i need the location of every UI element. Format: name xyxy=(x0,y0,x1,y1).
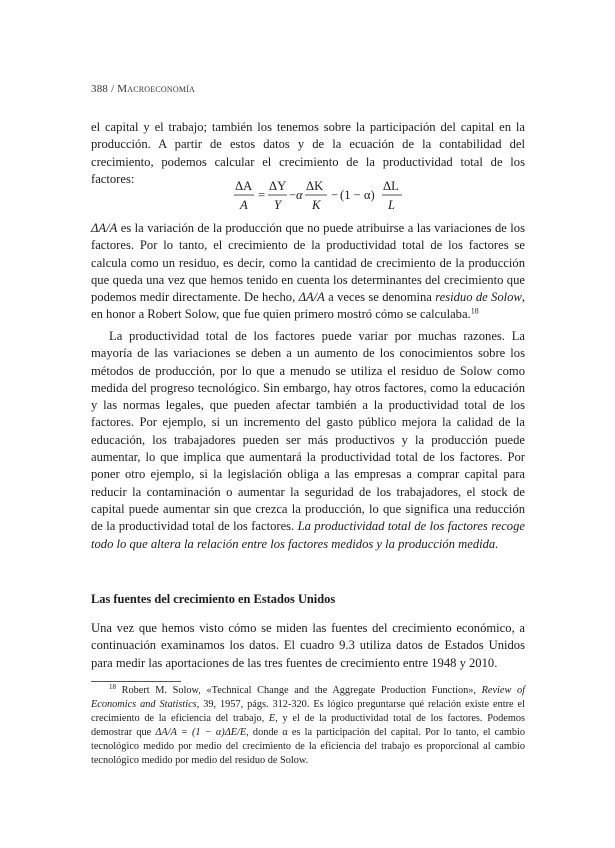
paragraph-2-text-3: , en honor a Robert Solow, que fue quien primero mostró cómo se calculaba. xyxy=(91,290,526,322)
eq-minus-1: − xyxy=(289,188,297,202)
eq-term3-denominator: L xyxy=(388,198,396,212)
eq-lhs-denominator: A xyxy=(240,198,248,212)
footnote-E-symbol: E xyxy=(268,713,276,725)
eq-equals: = xyxy=(258,188,266,202)
section-heading: Las fuentes del crecimiento en Estados Unidos xyxy=(91,592,336,606)
footnote-formula: ΔA/A = (1 − α)ΔE/E xyxy=(155,727,247,739)
paragraph-3-body: La productividad total de los factores puede variar por muchas razones. La mayoría de las variaciones se deben a un aumento de los conocimientos sobre los métodos de producción, por lo que a menudo se utiliza el residuo de Solow como medida del progreso tecnológico. Sin embargo, hay otros factores, como la educación y las normas legales, que pueden afectar también a la productividad total de los factores. Por ejemplo, si un incremento del gasto público mejora la calidad de la educación, los trabajadores pueden ser más productivos y la producción puede aumentar, lo que implica que aumentará la productividad total de los factores. Por poner otro ejemplo, si la legislación obliga a las empresas a comprar capital para reducir la contaminación o aumentar la seguridad de los trabajadores, el stock de capital puede aumentar sin que crezca la producción, lo que significa una reducción de la productividad total de los factores. xyxy=(91,329,525,534)
paragraph-1-text: el capital y el trabajo; también los tenemos sobre la participación del capital en la producción. A partir de estos datos y de la ecuación de la contabilidad del crecimiento, podemos calcular el crecimiento de la productividad total de los factores: xyxy=(91,120,525,186)
footnote-18 xyxy=(91,684,525,769)
growth-accounting-equation xyxy=(232,176,412,216)
footnote-text xyxy=(91,684,525,769)
eq-alpha: α xyxy=(296,188,303,202)
paragraph-2 xyxy=(91,220,525,324)
paragraph-2-text-2: a veces se denomina xyxy=(324,290,436,305)
eq-minus-2: − xyxy=(331,188,339,202)
eq-coefficient: (1 − α) xyxy=(340,188,375,202)
footnote-reference[interactable]: 18 xyxy=(470,307,479,317)
paragraph-4 xyxy=(91,620,525,672)
paragraph-3 xyxy=(91,328,525,553)
paragraph-2-text xyxy=(91,220,525,324)
eq-term3-numerator: ΔL xyxy=(383,179,399,193)
footnote-divider xyxy=(91,681,181,682)
running-head xyxy=(91,83,195,95)
eq-lhs-numerator: ΔA xyxy=(235,179,253,193)
page-number: 388 xyxy=(91,83,109,95)
footnote-text-2: , y el de la productividad total de los factores. Podemos demostrar que xyxy=(91,713,525,739)
eq-term1-numerator: ΔY xyxy=(269,179,287,193)
footnote-author: Robert M. Solow, «Technical Change and the Aggregate Production Function», xyxy=(121,685,482,696)
paragraph-3-text xyxy=(91,328,525,553)
footnote-text-3: , donde α es la participación del capital. Por lo tanto, el cambio tecnológico medido por medio del crecimiento de la eficiencia del trabajo es proporcional al cambio tecnológico medido por medio del residuo de Solow. xyxy=(91,727,525,767)
eq-term1-denominator: Y xyxy=(274,198,282,212)
footnote-journal: Review of Economics and Statistics xyxy=(91,685,525,711)
paragraph-2-lead-symbol: ΔA/A xyxy=(91,221,118,235)
paragraph-3-italic-conclusion: La productividad total de los factores recoge todo lo que altera la relación entre los factores medidos y la producción medida. xyxy=(91,519,525,551)
eq-term2-denominator: K xyxy=(312,198,321,212)
paragraph-4-text: Una vez que hemos visto cómo se miden las fuentes del crecimiento económico, a continuación examinamos los datos. El cuadro 9.3 utiliza datos de Estados Unidos para medir las aportaciones de las tres fuentes de crecimiento entre 1948 y 2010. xyxy=(91,621,525,670)
footnote-number: 18 xyxy=(109,683,116,692)
book-title: Macroeconomía xyxy=(117,83,195,95)
paragraph-2-italic-term: residuo de Solow xyxy=(435,290,522,305)
running-head-separator: / xyxy=(111,83,115,95)
footnote-text-1: , 39, 1957, págs. 312-320. Es lógico preguntarse qué relación existe entre el crecimiento de la eficiencia del trabajo, xyxy=(91,699,525,725)
eq-term2-numerator: ΔK xyxy=(306,179,324,193)
paragraph-2-inline-symbol: ΔA/A xyxy=(298,290,325,305)
paragraph-2-text-1: es la variación de la producción que no puede atribuirse a las variaciones de los factores. Por lo tanto, el crecimiento de la productividad total de los factores se calcula como un residuo, es decir, como la cantidad de crecimiento de la producción que queda una vez que hemos tenido en cuenta los determinantes del crecimiento que podemos medir directamente. De hecho, xyxy=(91,221,525,305)
